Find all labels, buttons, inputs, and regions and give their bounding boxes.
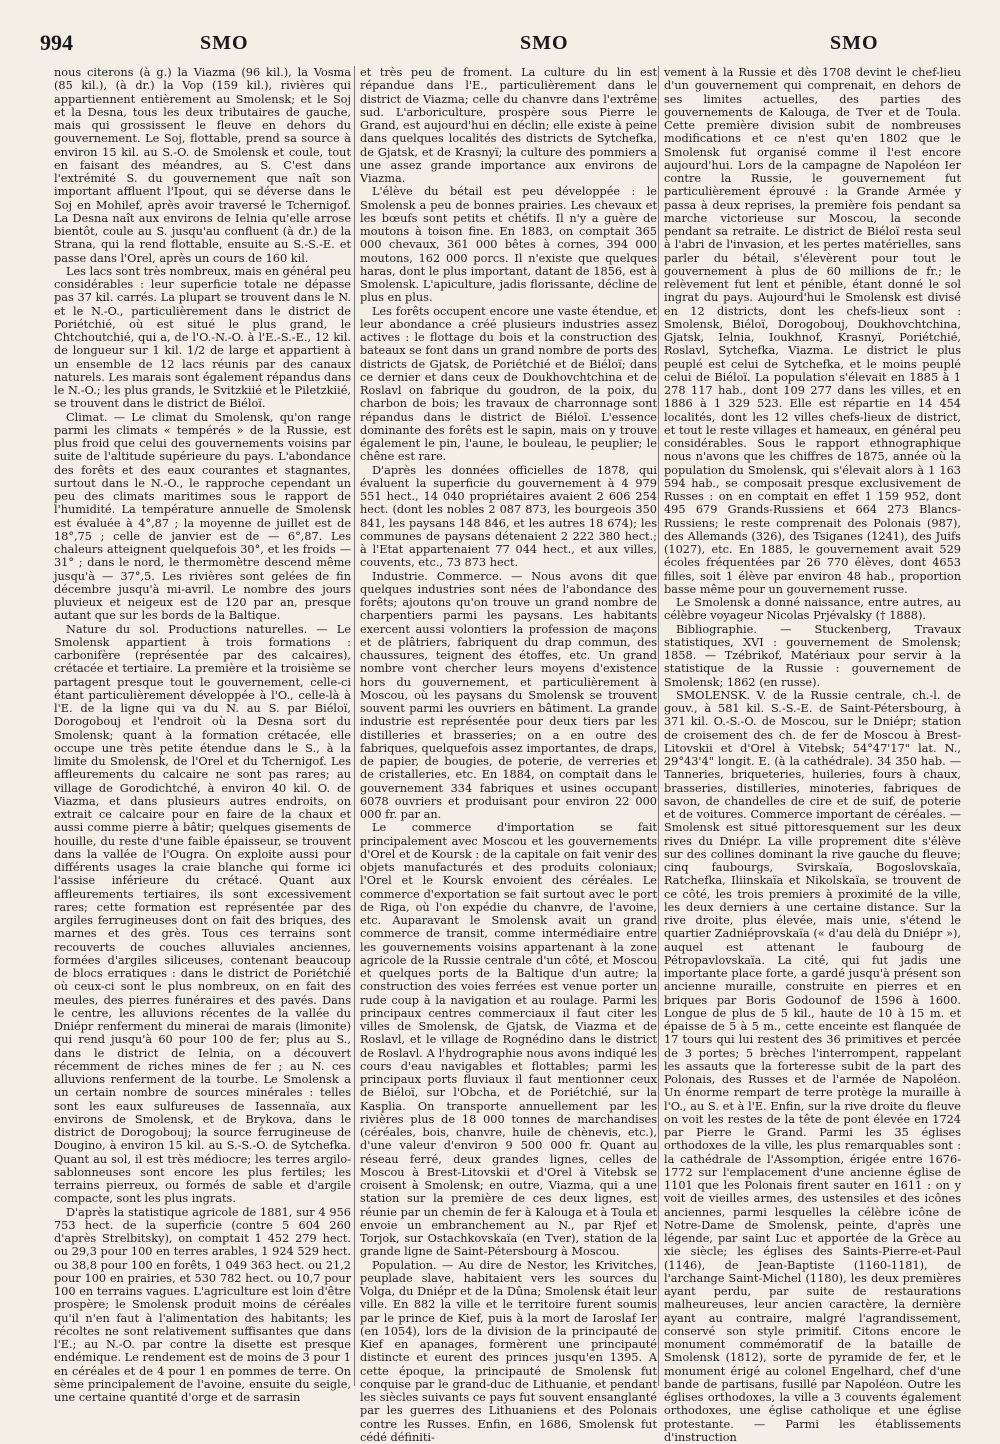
paragraph: Nature du sol. Productions naturelles. — Le Smolensk appartient à trois formations : carbonifère (représentée par des calcaires), crétacée et tertiaire. La première et la troisième se partagent presque tout le gouvernement, celle-ci étant particulièrement développée à l'O., celle-là à l'E. de la ligne qui va du N. au S. par Biéloï, Dorogobouj et l'endroit où la Desna sort du Smolensk; quant à la formation crétacée, elle occupe une très petite étendue dans le S., à la limite du Smolensk, de l'Orel et du Tchernigof. Les affleurements du calcaire ne sont pas rares; au village de Gorodichtché, à environ 40 kil. O. de Viazma, et dans plusieurs autres endroits, on extrait ce calcaire pour en faire de la chaux et aussi comme pierre à bâtir; quelques gisements de houille, du reste d'une faible épaisseur, se trouvent dans la vallée de l'Ougra. On exploite aussi pour différents usages la craie blanche qui forme ici l'assise inférieure du crétacé. Quant aux affleurements tertiaires, ils sont excessivement rares; cette formation est représentée par des argiles ferrugineuses dont on fait des briques, des marnes et des grès. Tous ces terrains sont recouverts de couches alluviales anciennes, formées d'argiles siliceuses, contenant beaucoup de blocs erratiques : dans le district de Poriétchié où ceux-ci sont le plus nombreux, on en fait des meules, des pierres funéraires et des pavés. Dans le centre, les alluvions récentes de la vallée du Dniépr renferment du minerai de marais (limonite) qui rend jusqu'à 60 pour 100 de fer; plus au S., dans le district de Ielnia, on a découvert récemment de riches mines de fer ; au N. ces alluvions renferment de la tourbe. Le Smolensk a un certain nombre de sources minérales : telles sont les eaux sulfureuses de Iassennaïa, aux environs de Smolensk, et de Brykova, dans le district de Dorogobouj; la source ferrugineuse de Dougino, à environ 15 kil. au S.-S.-O. de Sytchefka. Quant au sol, il est très médiocre; les terres argilo-sablonneuses sont encore les plus fertiles; les terrains pierreux, ou formés de sable et d'argile compacte, sont les plus ingrats. (54, 623, 351, 1206)
paragraph: D'après les données officielles de 1878, qui évaluent la superficie du gouvernement à 4 979 551 hect., 14 040 propriétaires avaient 2 606 254 hect. (dont les nobles 2 087 873, les bourgeois 350 841, les paysans 148 846, et les autres 18 674); les communes de paysans détenaient 2 222 380 hect.; à l'Etat appartenaient 77 044 hect., et aux villes, couvents, etc., 73 873 hect. (360, 464, 657, 570)
text-column-3 (664, 66, 961, 1386)
paragraph: vement à la Russie et dès 1708 devint le chef-lieu d'un gouvernement qui comprenait, en dehors de ses limites actuelles, des parties des gouvernements de Kalouga, de Tver et de Toula. Cette première division subit de nombreuses modifications et ce n'est qu'en 1802 que le Smolensk fut organisé comme il l'est encore aujourd'hui. Lors de la campagne de Napoléon Ier contre la Russie, le gouvernement fut particulièrement éprouvé : la Grande Armée y passa à deux reprises, la première fois pendant sa marche victorieuse sur Moscou, la seconde pendant sa retraite. Le district de Biéloï resta seul à l'abri de l'invasion, et les pertes matérielles, sans parler du bétail, s'élevèrent pour tout le gouvernement à plus de 60 millions de fr.; le relèvement fut lent et pénible, étant donné le sol ingrat du pays. Aujourd'hui le Smolensk est divisé en 12 districts, dont les chefs-lieux sont : Smolensk, Biéloï, Dorogobouj, Doukhovchtchina, Gjatsk, Ielnia, Ioukhnof, Krasnyï, Poriétchié, Roslavl, Sytchefka, Viazma. Le district le plus peuplé est celui de Sytchefka, et le moins peuplé celui de Biéloï. La population s'élevait en 1885 à 1 278 117 hab., dont 109 277 dans les villes, et en 1886 à 1 329 523. Elle est répartie en 14 454 localités, dont les 12 villes chefs-lieux de district, et tout le reste villages et hameaux, en général peu considérables. Sous le rapport ethnographique nous n'avons que les chiffres de 1875, année où la population du Smolensk, qui s'élevait alors à 1 163 594 hab., se composait presque exclusivement de Russes : on en comptait en effet 1 159 952, dont 495 679 Grands-Russiens et 664 273 Blancs-Russiens; le reste comprenait des Polonais (987), des Allemands (326), des Tsiganes (1241), des Juifs (1027), etc. En 1885, le gouvernement avait 529 écoles fréquentées par 26 770 élèves, dont 4653 filles, soit 1 élève par environ 48 hab., proportion basse même pour un gouvernement russe. (664, 66, 961, 596)
running-head-left: SMO (200, 32, 249, 55)
column-divider (354, 66, 355, 1386)
column-divider (658, 66, 659, 1386)
paragraph: L'élève du bétail est peu développée : le Smolensk a peu de bonnes prairies. Les chevaux et les bœufs sont petits et chétifs. Il n'y a guère de moutons à toison fine. En 1883, on comptait 365 000 chevaux, 361 000 bêtes à cornes, 394 000 moutons, 162 000 porcs. Il n'existe que quelques haras, dont le plus important, datant de 1856, est à Smolensk. L'apiculture, jadis florissante, décline de plus en plus. (360, 185, 657, 304)
paragraph: Les forêts occupent encore une vaste étendue, et leur abondance a créé plusieurs industries assez actives : le flottage du bois et la construction des bateaux se font dans un grand nombre de ports des districts de Gjatsk, de Poriétchié et de Biéloï; dans ce dernier et dans ceux de Doukhovchtchina et de Roslavl on fabrique du goudron, de la poix, du charbon de bois; les travaux de charronnage sont répandus dans le district de Biéloï. L'essence dominante des forêts est le sapin, mais on y trouve également le pin, l'aune, le bouleau, le peuplier; le chêne est rare. (360, 305, 657, 464)
text-column-2 (360, 66, 657, 1386)
page-number: 994 (40, 30, 73, 56)
paragraph: SMOLENSK. V. de la Russie centrale, ch.-l. de gouv., à 581 kil. S.-S.-E. de Saint-Pétersbourg, à 371 kil. O.-S.-O. de Moscou, sur le Dniépr; station de croisement des ch. de fer de Moscou à Brest-Litovskii et d'Orel à Vitebsk; 54°47'17" lat. N., 29°43'4" longit. E. (à la cathédrale). 34 350 hab. — Tanneries, briqueteries, huileries, fours à chaux, brasseries, distilleries, minoteries, fabriques de savon, de chandelles de cire et de suif, de poterie et de voitures. Commerce important de céréales. — Smolensk est situé pittoresquement sur les deux rives du Dniépr. La ville proprement dite s'élève sur des collines dominant la rive gauche du fleuve; cinq faubourgs, Svirskaïa, Bogoslovskaïa, Ratchefka, Iliinskaïa et Nikolskaïa, se trouvent de ce côté, les trois premiers à proximité de la ville, les deux derniers à une certaine distance. Sur la rive droite, plus élevée, mais unie, s'étend le quartier Zadniéprovskaïa (« d'au delà du Dniépr »), auquel est attenant le faubourg de Pétropavlovskaïa. La cité, qui fut jadis une importante place forte, a gardé jusqu'à présent son ancienne muraille, construite en pierres et en briques par Boris Godounof de 1596 à 1600. Longue de plus de 5 kil., haute de 10 à 15 m. et épaisse de 5 à 5 m., cette enceinte est flanquée de 17 tours qui lui restent des 36 primitives et percée de 3 portes; 5 brèches l'interrompent, rappelant les assauts que la forteresse subit de la part des Polonais, des Russes et de l'armée de Napoléon. Un énorme rempart de terre protège la muraille à l'O., au S. et à l'E. Enfin, sur la rive droite du fleuve on voit les restes de la tête de pont élevée en 1724 par Pierre le Grand. Parmi les 35 églises orthodoxes de la ville, les plus remarquables sont : la cathédrale de l'Assomption, érigée entre 1676-1772 sur l'emplacement d'une ancienne église de 1101 que les Polonais firent sauter en 1611 : on y voit de vieilles armes, des ustensiles et des icônes anciennes, parmi lesquelles la célèbre icône de Notre-Dame de Smolensk, peinte, d'après une légende, par saint Luc et apportée de la Grèce au xie siècle; les églises des Saints-Pierre-et-Paul (1146), de Jean-Baptiste (1160-1181), de l'archange Saint-Michel (1180), les deux premières ayant perdu, par suite de restaurations malheureuses, leur ancien caractère, la dernière ayant au contraire, malgré l'agrandissement, conservé son style primitif. Citons encore le monument commémoratif de la bataille de Smolensk (1812), sorte de pyramide de fer, et le monument érigé au colonel Engelhard, chef d'une bande de partisans, fusillé par Napoléon. Outre les églises orthodoxes, la ville a 3 couvents également orthodoxes, une église catholique et une église protestante. — Parmi les établissements d'instruction (664, 689, 961, 1444)
paragraph: nous citerons (à g.) la Viazma (96 kil.), la Vosma (85 kil.), (à dr.) la Vop (159 kil.), rivières qui appartiennent entièrement au Smolensk; et le Soj et la Desna, tous les deux tributaires de gauche, mais qui grossissent le fleuve en dehors du gouvernement. Le Soj, flottable, prend sa source à environ 15 kil. au S.-O. de Smolensk et coule, tout en faisant des méandres, au S. C'est dans l'extrémité S. du gouvernement que naît son important affluent l'Ipout, qui se déverse dans le Soj en Mohilef, après avoir traversé le Tchernigof. La Desna naît aux environs de Ielnia qu'elle arrose bientôt, coule au S. jusqu'au confluent (à dr.) de la Strana, qui la rend flottable, ensuite au S.-S.-E. et passe dans l'Orel, après un cours de 160 kil. (54, 66, 351, 265)
paragraph: Climat. — Le climat du Smolensk, qu'on range parmi les climats « tempérés » de la Russie, est plus froid que celui des gouvernements voisins par suite de l'altitude supérieure du pays. L'abondance des forêts et des eaux courantes et stagnantes, surtout dans le N.-O., le rapproche cependant un peu des climats maritimes sous le rapport de l'humidité. La température annuelle de Smolensk est évaluée à 4°,87 ; la moyenne de juillet est de 18°,75 ; celle de janvier est de — 6°,87. Les chaleurs atteignent quelquefois 30°, et les froids — 31° ; dans le nord, le thermomètre descend même jusqu'à — 37°,5. Les rivières sont gelées de fin décembre jusqu'à mi-avril. Le nombre des jours pluvieux et neigeux est de 120 par an, presque autant que sur les bords de la Baltique. (54, 411, 351, 623)
paragraph: et très peu de froment. La culture du lin est répandue dans l'E., particulièrement dans le district de Viazma; celle du chanvre dans l'extrême sud. L'arboriculture, prospère sous Pierre le Grand, est aujourd'hui en déclin; elle existe à peine dans quelques localités des districts de Sytchefka, de Gjatsk, et de Krasnyï; la culture des pommiers a une assez grande importance aux environs de Viazma. (360, 66, 657, 185)
text-column-1 (54, 66, 351, 1386)
paragraph: D'après la statistique agricole de 1881, sur 4 956 753 hect. de la superficie (contre 5 604 260 d'après Strelbitsky), on comptait 1 452 279 hect. ou 29,3 pour 100 en terres arables, 1 924 529 hect. ou 38,8 pour 100 en forêts, 1 049 363 hect. ou 21,2 pour 100 en prairies, et 530 782 hect. ou 10,7 pour 100 en terrains vagues. L'agriculture est loin d'être prospère; le Smolensk produit moins de céréales qu'il n'en faut à l'alimentation des habitants; les récoltes ne sont relativement suffisantes que dans l'E.; au N.-O. par contre la disette est presque endémique. Le rendement est de moins de 3 pour 1 en céréales et de 4 pour 1 en pommes de terre. On sème principalement de l'avoine, ensuite du seigle, une certaine quantité d'orge et de sarrasin (54, 1206, 351, 1405)
paragraph: Population. — Au dire de Nestor, les Krivitches, peuplade slave, habitaient vers les sources du Volga, du Dniépr et de la Dûna; Smolensk était leur ville. En 882 la ville et le territoire furent soumis par le prince de Kief, puis à la mort de Iaroslaf Ier (en 1054), lors de la division de la principauté de Kief en apanages, formèrent une principauté distincte et eurent des princes jusqu'en 1395. A cette époque, la principauté de Smolensk fut conquise par le grand-duc de Lithuanie, et pendant les siècles suivants ce pays fut souvent ensanglanté par les guerres des Lithuaniens et des Polonais contre les Russes. Enfin, en 1686, Smolensk fut cédé définiti- (360, 1259, 657, 1444)
paragraph: Les lacs sont très nombreux, mais en général peu considérables : leur superficie totale ne dépasse pas 37 kil. carrés. La plupart se trouvent dans le N. et le N.-O., particulièrement dans le district de Poriétchié, où est situé le plus grand, le Chtchoutchié, qui a, de l'O.-N.-O. à l'E.-S.-E., 12 kil. de longueur sur 1 kil. 1/2 de large et appartient à un ensemble de 12 lacs réunis par des canaux naturels. Les marais sont également répandus dans le N.-O.; les plus grands, le Svitzkiié et le Piletzkiié, se trouvent dans le district de Biéloï. (54, 265, 351, 411)
paragraph: Bibliographie. — Stuckenberg, Travaux statistiques, XVI : gouvernement de Smolensk; 1858. — Tzébrikof, Matériaux pour servir à la statistique de la Russie : gouvernement de Smolensk; 1862 (en russe). (664, 623, 961, 689)
paragraph: Industrie. Commerce. — Nous avons dit que quelques industries sont nées de l'abondance des forêts; ajoutons qu'on trouve un grand nombre de charpentiers parmi les paysans. Les habitants exercent aussi volontiers la profession de maçons et de plâtriers, fabriquent du drap commun, des chaussures, teignent des étoffes, etc. Un grand nombre vont chercher leurs moyens d'existence hors du gouvernement, et particulièrement à Moscou, où les paysans du Smolensk se trouvent souvent parmi les ouvriers en bâtiment. La grande industrie est représentée pour deux tiers par les distilleries et brasseries; on a en outre des fabriques, quelquefois assez importantes, de draps, de papier, de bougies, de poterie, de verreries et de cristalleries, etc. En 1884, on comptait dans le gouvernement 334 fabriques et usines occupant 6078 ouvriers et produisant pour environ 22 000 000 fr. par an. (360, 570, 657, 822)
running-head-right: SMO (830, 32, 879, 55)
paragraph: Le commerce d'importation se fait principalement avec Moscou et les gouvernements d'Orel et de Koursk : de la capitale on fait venir des objets manufacturés et des produits coloniaux; l'Orel et le Koursk envoient des céréales. Le commerce d'exportation se fait surtout avec le port de Riga, où l'on expédie du chanvre, de l'avoine, etc. Auparavant le Smolensk avait un grand commerce de transit, comme intermédiaire entre les gouvernements voisins appartenant à la zone agricole de la Russie centrale d'un côté, et Moscou et quelques ports de la Baltique d'un autre; la construction des voies ferrées est venue porter un rude coup à la navigation et au roulage. Parmi les principaux centres commerciaux il faut citer les villes de Smolensk, de Gjatsk, de Viazma et de Roslavl, et le village de Rognédino dans le district de Roslavl. A l'hydrographie nous avons indiqué les cours d'eau navigables et flottables; parmi les principaux ports fluviaux il faut mentionner ceux de Biéloï, sur l'Obcha, et de Poriétchié, sur la Kasplia. On transporte annuellement par les rivières plus de 18 000 tonnes de marchandises (céréales, bois, chanvre, huile de chènevis, etc.), d'une valeur d'environ 9 500 000 fr. Quant au réseau ferré, deux grandes lignes, celles de Moscou à Brest-Litovskii et d'Orel à Vitebsk se croisent à Smolensk; en outre, Viazma, qui a une station sur la première de ces deux lignes, est réunie par un chemin de fer à Kalouga et à Toula et envoie un embranchement au N., par Rjef et Torjok, sur Ostachkovskaïa (en Tver), station de la grande ligne de Saint-Pétersbourg à Moscou. (360, 821, 657, 1258)
paragraph: Le Smolensk a donné naissance, entre autres, au célèbre voyageur Nicolas Prjévalsky († 1888). (664, 596, 961, 623)
running-header (40, 30, 960, 60)
running-head-center: SMO (520, 32, 569, 55)
